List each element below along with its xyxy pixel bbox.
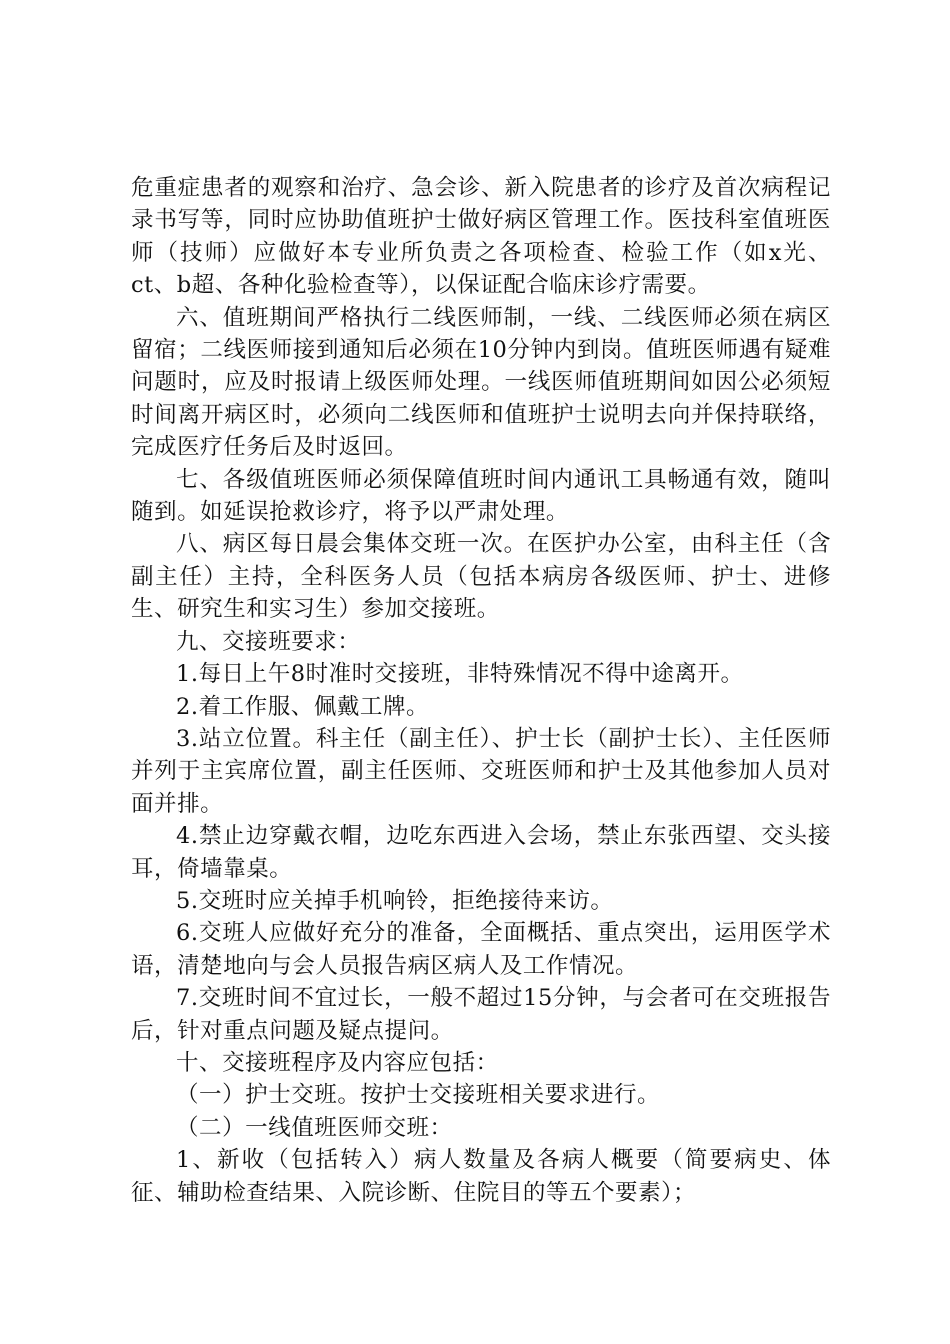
paragraph-item-10: 十、交接班程序及内容应包括： [176, 1049, 499, 1076]
paragraph-subitem-10-2: （二）一线值班医师交班： [176, 1114, 453, 1141]
document-body [131, 172, 831, 1209]
paragraph-subitem-9-4: 4.禁止边穿戴衣帽，边吃东西进入会场，禁止东张西望、交头接耳，倚墙靠桌。 [131, 823, 831, 882]
paragraph-item-8: 八、病区每日晨会集体交班一次。在医护办公室，由科主任（含副主任）主持，全科医务人员（包括本病房各级医师、护士、进修生、研究生和实习生）参加交接班。 [131, 531, 831, 623]
paragraph-subitem-9-7: 7.交班时间不宜过长，一般不超过15分钟，与会者可在交班报告后，针对重点问题及疑点提问。 [131, 985, 831, 1044]
paragraph-subitem-9-1: 1.每日上午8时准时交接班，非特殊情况不得中途离开。 [176, 661, 744, 688]
paragraph-subitem-9-3: 3.站立位置。科主任（副主任）、护士长（副护士长）、主任医师并列于主宾席位置，副主任医师、交班医师和护士及其他参加人员对面并排。 [131, 725, 831, 817]
paragraph-subitem-10-2-1: 1、新收（包括转入）病人数量及各病人概要（简要病史、体征、辅助检查结果、入院诊断、住院目的等五个要素）； [131, 1147, 831, 1206]
paragraph-item-6: 六、值班期间严格执行二线医师制，一线、二线医师必须在病区留宿；二线医师接到通知后必须在10分钟内到岗。值班医师遇有疑难问题时，应及时报请上级医师处理。一线医师值班期间如因公必须短时间离开病区时，必须向二线医师和值班护士说明去向并保持联络，完成医疗任务后及时返回。 [131, 304, 831, 461]
paragraph-item-9: 九、交接班要求： [176, 628, 361, 655]
paragraph-subitem-9-2: 2.着工作服、佩戴工牌。 [176, 693, 430, 720]
paragraph-subitem-9-6: 6.交班人应做好充分的准备，全面概括、重点突出，运用医学术语，清楚地向与会人员报告病区病人及工作情况。 [131, 920, 831, 979]
paragraph-continuation: 危重症患者的观察和治疗、急会诊、新入院患者的诊疗及首次病程记录书写等，同时应协助值班护士做好病区管理工作。医技科室值班医师（技师）应做好本专业所负责之各项检查、检验工作（如x光、ct、b超、各种化验检查等），以保证配合临床诊疗需要。 [131, 175, 831, 299]
paragraph-item-7: 七、各级值班医师必须保障值班时间内通讯工具畅通有效，随叫随到。如延误抢救诊疗，将予以严肃处理。 [131, 466, 831, 526]
paragraph-subitem-10-1: （一）护士交班。按护士交接班相关要求进行。 [176, 1082, 661, 1109]
paragraph-subitem-9-5: 5.交班时应关掉手机响铃，拒绝接待来访。 [176, 887, 614, 914]
